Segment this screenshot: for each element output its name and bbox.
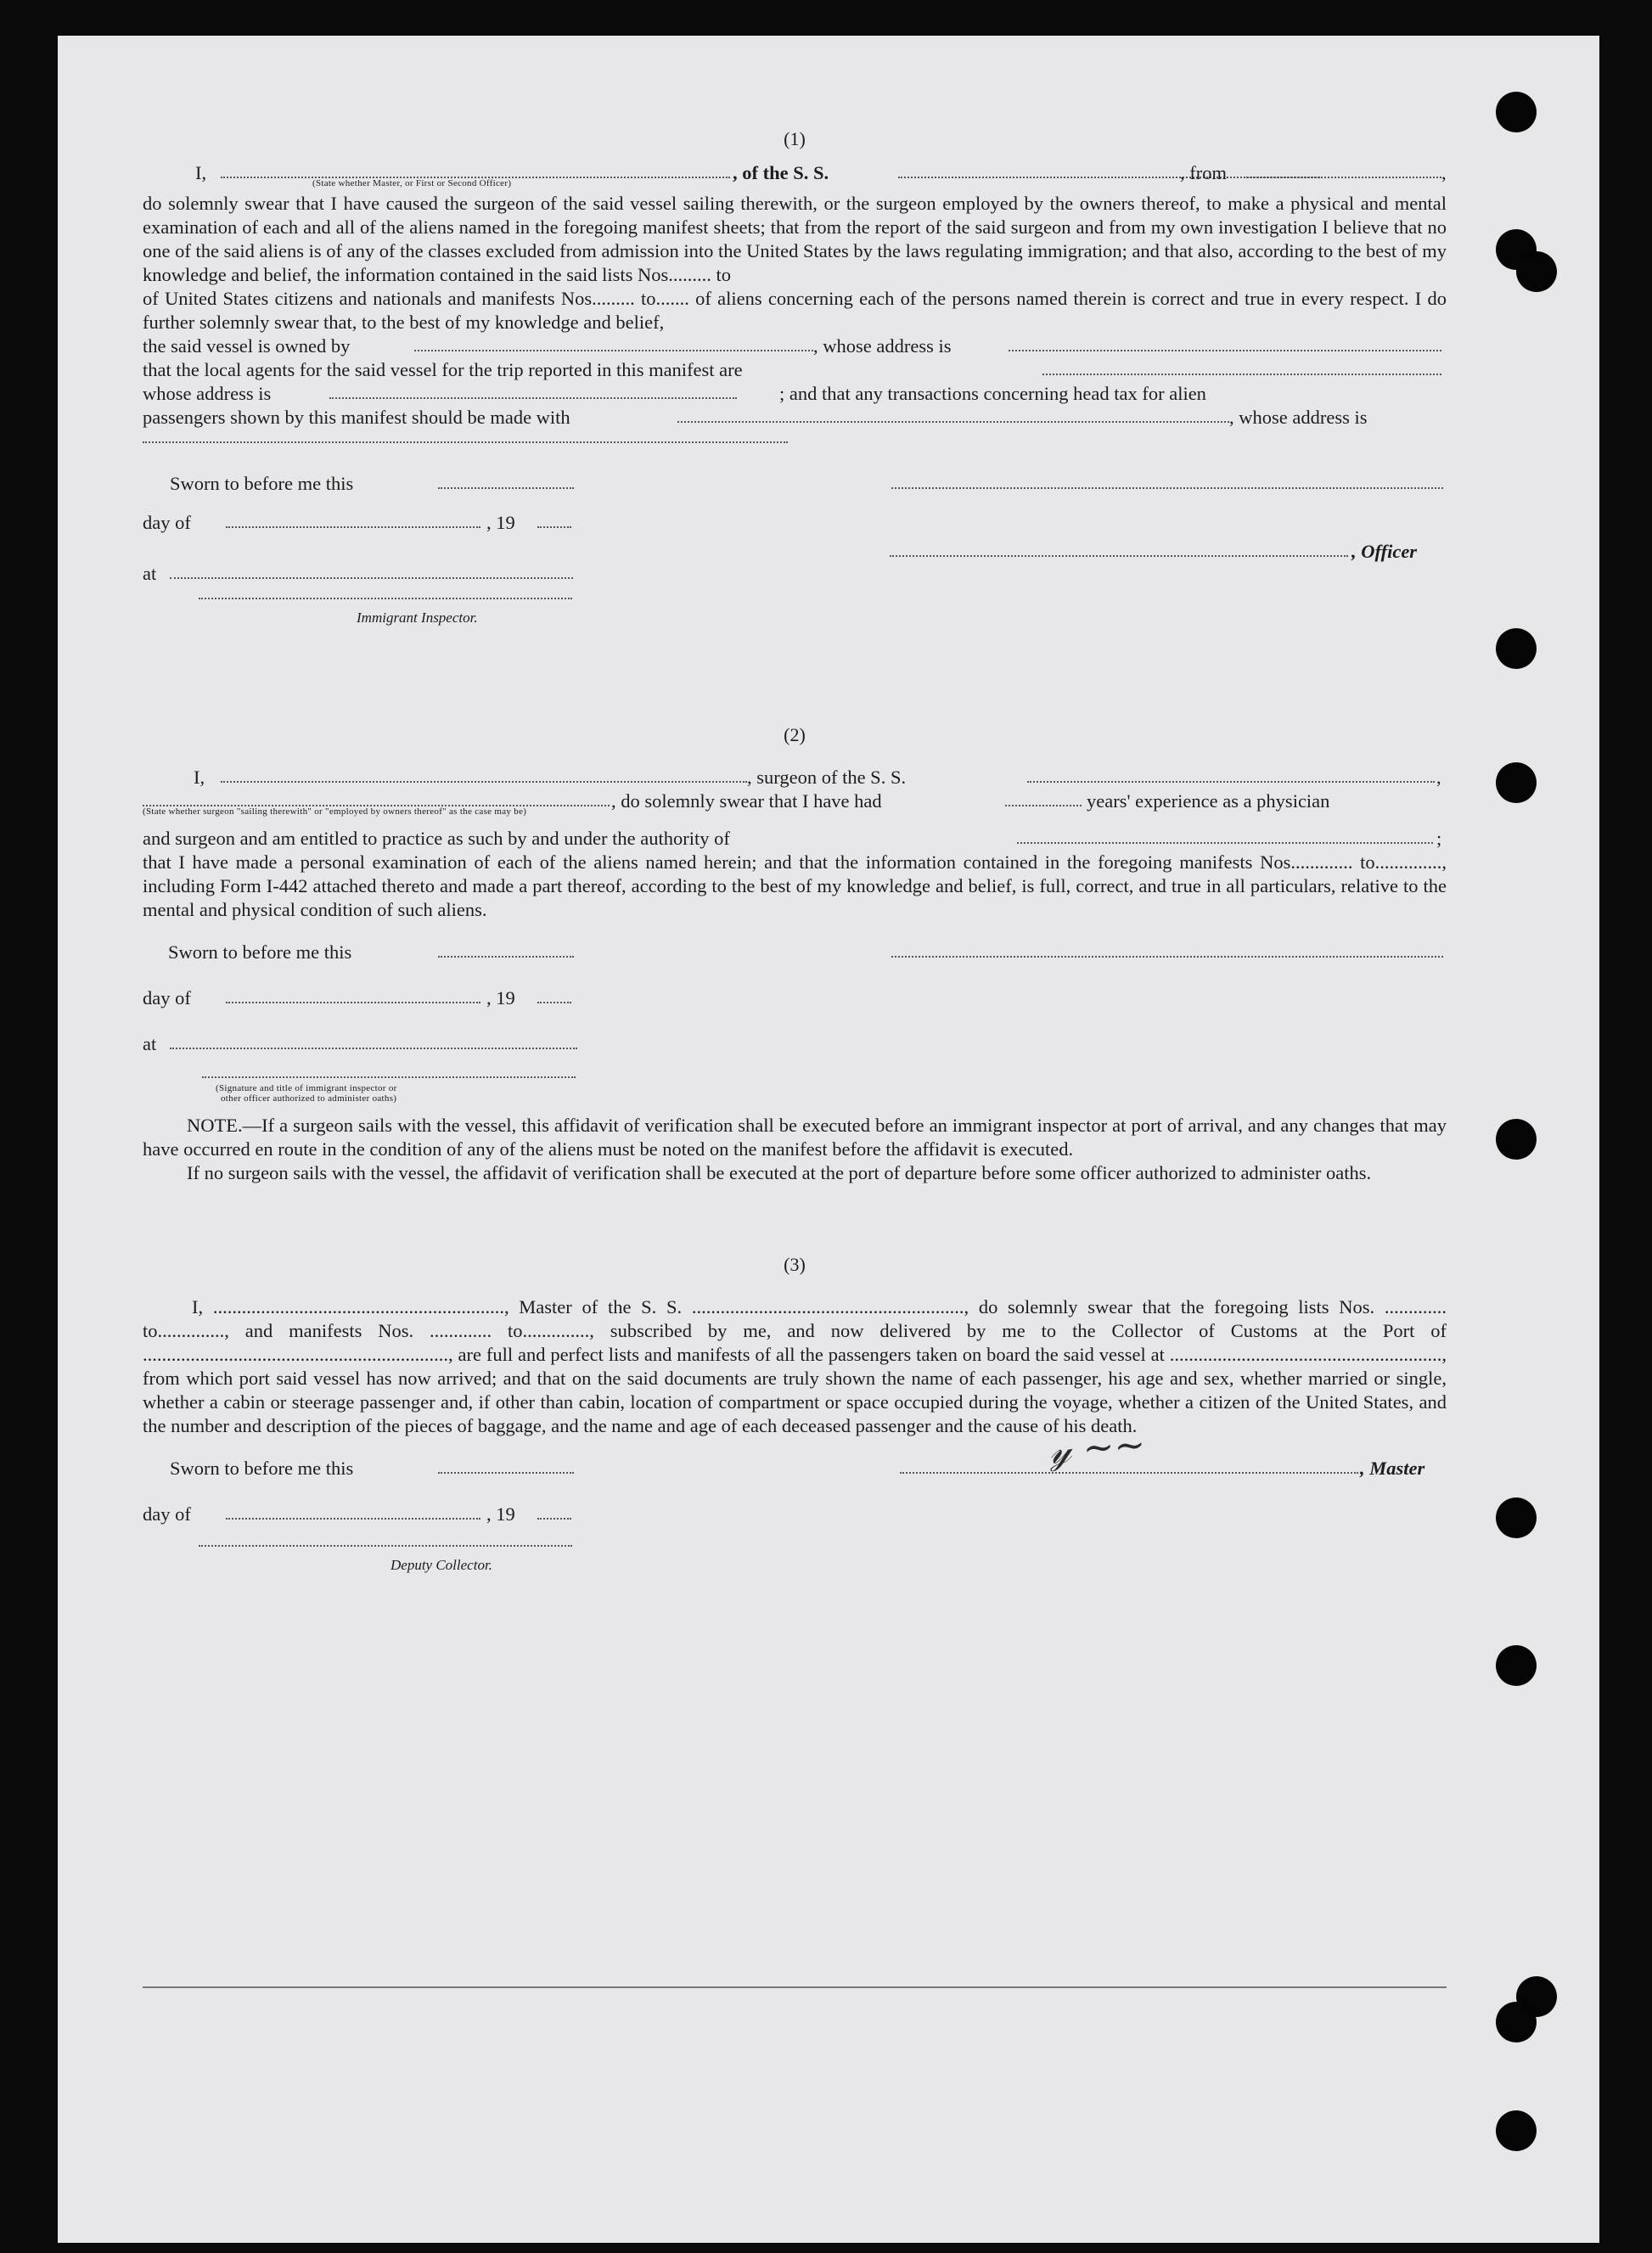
whose-address-label-3: , whose address is [1229,407,1368,428]
local-agents-label: that the local agents for the said vessel for the trip reported in this manifest are [143,359,743,380]
officer-name-line[interactable] [890,555,1348,557]
comma: , [1436,767,1441,788]
authority-line [143,827,1447,851]
at-line-1 [143,562,1447,586]
head-tax-address-blank[interactable] [143,441,788,443]
at-line-2 [143,1032,1447,1056]
day-of-line-1 [143,511,1447,535]
punch-hole [1496,1119,1537,1160]
section-1-paragraph-2: of United States citizens and nationals and manifests Nos......... to....... of aliens concerning each of the persons named therein is correct and true in every respect. I do further solemnly swear that, to the best of my knowledge and belief, [143,288,1447,333]
year-blank[interactable] [537,526,571,528]
authority-blank[interactable] [1017,842,1433,844]
surgeon-sub-note: (State whether surgeon "sailing therewith" or "employed by owners thereof" as the case may be) [143,806,527,817]
section-2-line-1 [143,766,1447,789]
section-1-line-1 [143,161,1447,185]
day-of-blank-3[interactable] [226,1518,480,1520]
note-paragraph [143,1114,1447,1161]
owner-blank[interactable] [414,350,813,351]
note-paragraph-2: If no surgeon sails with the vessel, the affidavit of verification shall be executed at the port of departure before some officer authorized to administer oaths. [187,1162,1372,1183]
of-ss-label: , of the S. S. [733,162,829,183]
master-signature-line[interactable] [900,1472,1358,1474]
years-blank[interactable] [1005,805,1082,806]
year-label: , 19 [486,512,515,533]
inspector-signature-line [143,598,1447,621]
local-agents-blank[interactable] [1042,374,1441,375]
passengers-label: passengers shown by this manifest should be made with [143,407,570,428]
transactions-label: ; and that any transactions concerning head tax for alien [779,383,1206,404]
section-2-number: (2) [784,724,806,745]
note-label: NOTE. [187,1115,243,1136]
sworn-label: Sworn to before me this [170,473,354,494]
punch-hole [1496,1645,1537,1686]
agent-address-line [143,382,1447,406]
at-blank-2[interactable] [170,1048,577,1049]
whose-address-label-2: whose address is [143,383,272,404]
solemnly-label: , do solemnly swear that I have had [611,790,882,812]
from-port-blank[interactable] [1246,177,1441,178]
officer-line [143,540,1447,564]
year-blank-3[interactable] [537,1518,571,1520]
whose-address-label: , whose address is [813,335,952,357]
semicolon: ; [1436,828,1442,849]
section-3-number: (3) [784,1254,806,1275]
surgeon-signature-line[interactable] [891,956,1443,958]
agent-address-blank[interactable] [329,397,737,399]
at-label-2: at [143,1033,157,1054]
authorized-officer-signature-blank[interactable] [202,1076,576,1078]
sworn-label-3: Sworn to before me this [170,1458,354,1479]
punch-hole [1496,2002,1537,2042]
officer-label: , Officer [1351,541,1418,562]
day-of-blank-2[interactable] [226,1002,480,1003]
head-tax-agent-blank[interactable] [677,421,1229,423]
inspector-caption: Immigrant Inspector. [357,610,478,626]
punch-hole [1496,628,1537,669]
punch-hole [1496,1497,1537,1538]
day-of-label: day of [143,512,191,533]
sworn-line-1 [143,472,1447,496]
day-of-blank[interactable] [226,526,480,528]
year-label-3: , 19 [486,1503,515,1525]
from-label: , from [1180,162,1227,183]
sworn-label-2: Sworn to before me this [168,941,352,963]
year-label-2: , 19 [486,987,515,1009]
punch-hole [1516,251,1557,292]
authority-label: and surgeon and am entitled to practice as such by and under the authority of [143,828,730,849]
deputy-caption: Deputy Collector. [391,1557,492,1573]
sworn-date-blank-3[interactable] [438,1472,574,1474]
years-label: years' experience as a physician [1087,790,1330,812]
section-2-paragraph: that I have made a personal examination of each of the aliens named herein; and that the information contained in the foregoing manifests Nos............. to.............., including Form I-442 attached thereto and made a part thereof, according to the best of my knowledge and belief, is full, correct, and true in all particulars, relative to the mental and physical condition of such aliens. [143,851,1447,920]
owned-by-label: the said vessel is owned by [143,335,351,357]
day-of-line-3 [143,1503,1447,1526]
sworn-date-blank[interactable] [438,487,574,489]
sworn-line-3 [143,1457,1447,1480]
surgeon-status-blank[interactable] [143,805,610,806]
authorized-officer-signature-line [143,1076,1447,1100]
sworn-line-2 [143,941,1447,964]
local-agents-line [143,358,1447,382]
signature-note-1: (Signature and title of immigrant inspector or [216,1083,397,1093]
owner-address-blank[interactable] [1009,350,1441,351]
section-3-paragraph: I, ............................................................., Master of the S. S. ........................................................., do solemnly swear that the foregoing lists Nos. ............. to.............., and manifests Nos. ............. to.............., subscribed by me, and now delivered by me to the Collector of Customs at the Port of ................................................................, are full and perfect lists and manifests of all the passengers taken on board the said vessel at ........................................................., from which port said vessel has now arrived; and that on the said documents are truly shown the name of each passenger, his age and sex, whether married or single, whether a cabin or steerage passenger and, if other than cabin, location of compartment or space occupied during the voyage, whether a citizen of the United States, and the number and description of the pieces of baggage, and the name and age of each deceased passenger and the cause of his death. [143,1296,1447,1436]
rank-blank[interactable] [221,177,730,178]
section-1-paragraph: do solemnly swear that I have caused the surgeon of the said vessel sailing therewith, or the surgeon employed by the owners thereof, to make a physical and mental examination of each and all of the aliens named in the foregoing manifest sheets; that from the report of the said surgeon and from my own investigation I believe that no one of the said aliens is of any of the classes excluded from admission into the United States by the laws regulating immigration; and that also, according to the best of my knowledge and belief, the information contained in the said lists Nos......... to [143,193,1447,285]
handwritten-signature: 𝓎 ~~ [1048,1423,1147,1473]
rank-sub-note: (State whether Master, or First or Second Officer) [312,178,512,188]
at-blank[interactable] [170,577,573,579]
signature-note-2: other officer authorized to administer oaths) [221,1093,397,1104]
inspector-signature-blank[interactable] [199,598,572,599]
form-content [143,127,1447,1577]
day-of-label-2: day of [143,987,191,1009]
punch-hole [1496,2110,1537,2151]
section-1-number: (1) [784,128,806,149]
day-of-line-2 [143,986,1447,1010]
year-blank-2[interactable] [537,1002,571,1003]
master-label: , Master [1360,1458,1425,1479]
head-tax-address-line [143,430,1447,453]
day-of-label-3: day of [143,1503,191,1525]
passengers-line [143,406,1447,430]
from-comma: , [1441,162,1447,183]
surgeon-name-blank[interactable] [221,781,747,783]
officer-signature-line[interactable] [891,487,1443,489]
section-2-line-2 [143,789,1447,813]
bottom-rule [143,1986,1447,1988]
at-label: at [143,563,157,584]
deputy-signature-blank[interactable] [199,1545,572,1547]
note-text: —If a surgeon sails with the vessel, this affidavit of verification shall be executed before an immigrant inspector at port of arrival, and any changes that may have occurred en route in the condition of any of the aliens must be noted on the manifest before the affidavit is executed. [143,1115,1447,1160]
sworn-date-blank-2[interactable] [438,956,574,958]
deputy-signature-line [143,1545,1447,1569]
surgeon-of-label: , surgeon of the S. S. [747,767,907,788]
surgeon-vessel-blank[interactable] [1027,781,1435,783]
owned-by-line [143,334,1447,358]
punch-hole [1496,762,1537,803]
pronoun-i: I, [195,162,207,183]
pronoun-i-2: I, [194,767,205,788]
punch-hole [1496,92,1537,132]
